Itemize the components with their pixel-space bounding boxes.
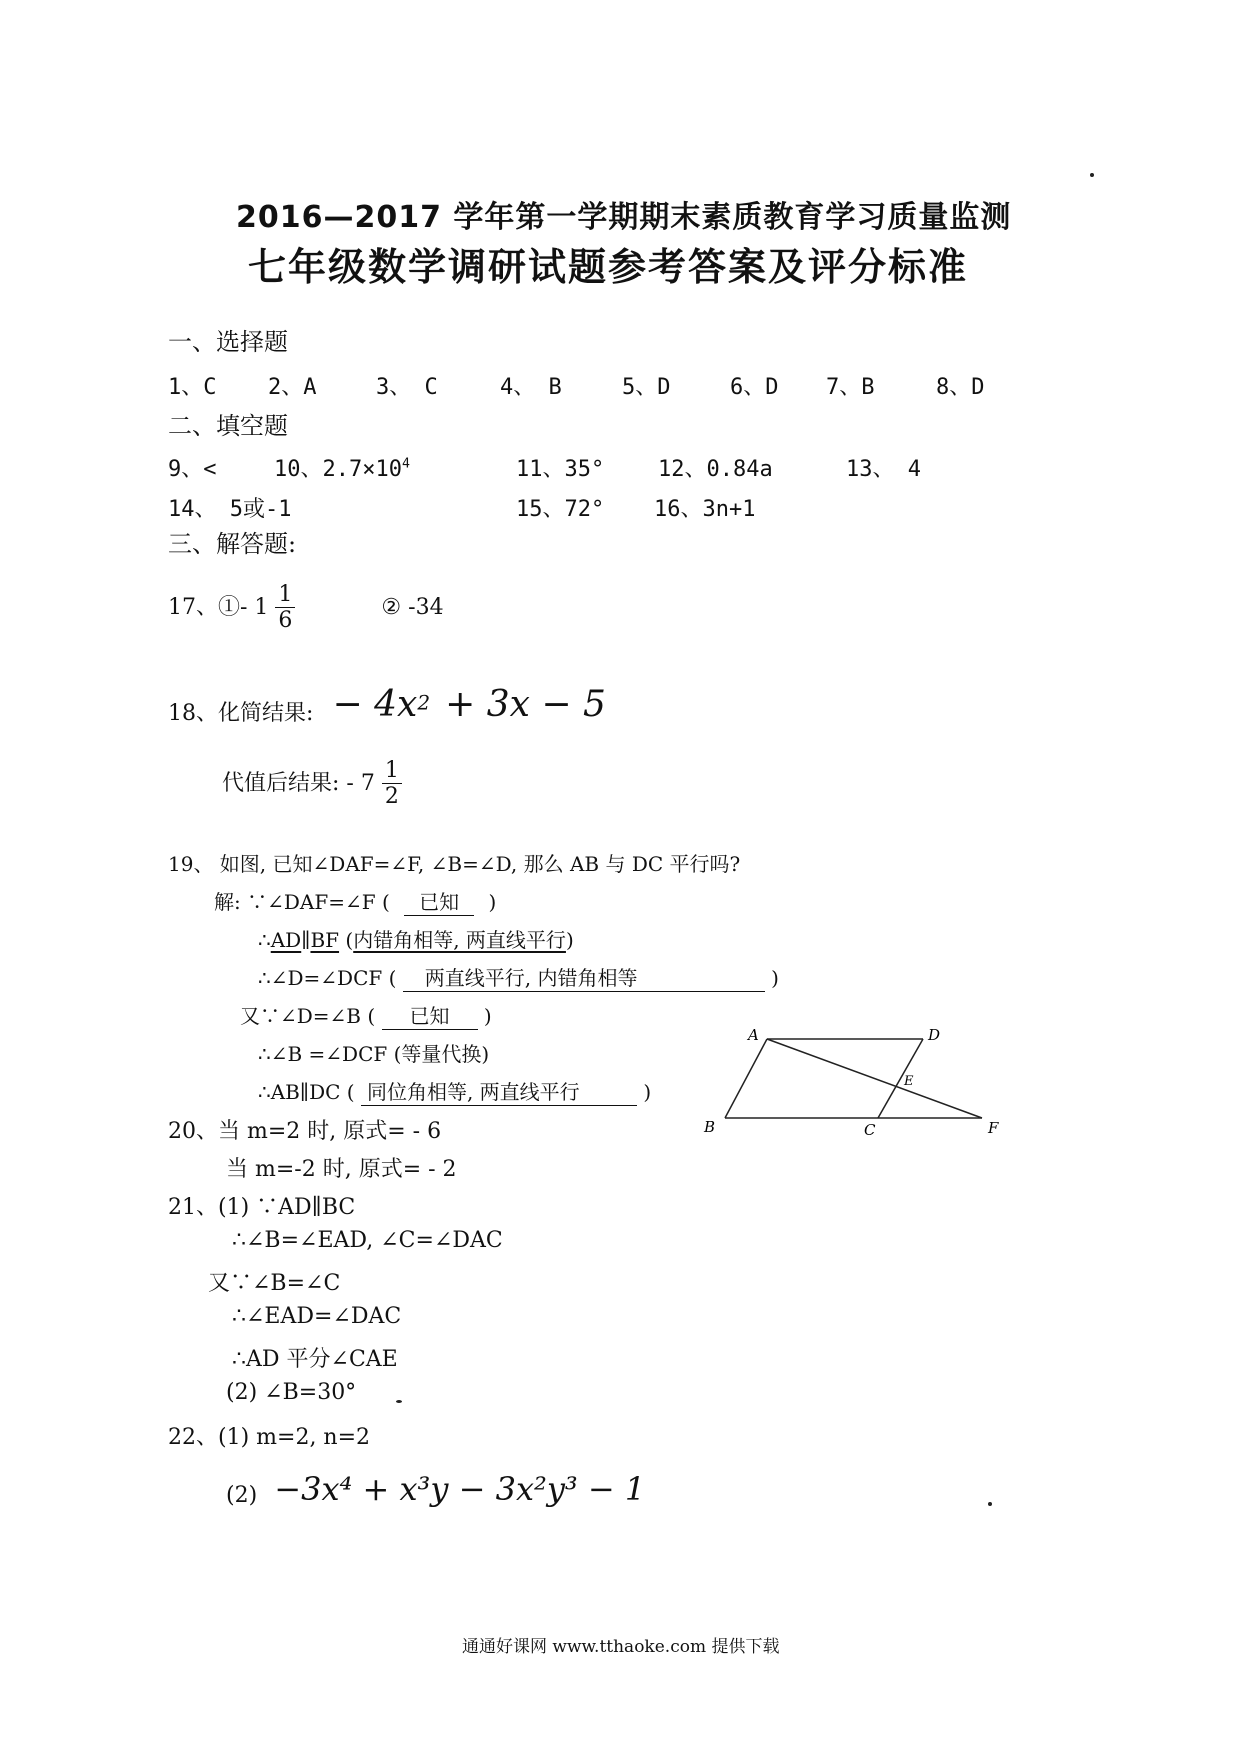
point-label-E: E: [904, 1074, 914, 1089]
choice-answer-1: 1、C: [168, 375, 217, 400]
proof-blank: 已知: [404, 886, 474, 916]
proof-text: 解: ∵∠DAF=∠F (: [214, 890, 390, 914]
answer-20-line1: 20、当 m=2 时, 原式= - 6: [168, 1119, 442, 1144]
point-label-A: A: [748, 1026, 759, 1044]
proof-21-line5: ∴AD 平分∠CAE: [232, 1347, 398, 1372]
choice-answer-4: 4、 B: [500, 375, 562, 400]
section3-heading: 三、解答题:: [168, 530, 297, 558]
proof-21-line3: 又∵∠B=∠C: [208, 1271, 341, 1296]
fill-answer-15: 15、72°: [516, 497, 605, 522]
answer-17-fraction: [275, 582, 295, 634]
answer-17-part2: ② -34: [381, 594, 444, 620]
choice-answer-8: 8、D: [936, 375, 985, 400]
proof-text: ∴AB∥DC (: [258, 1080, 355, 1104]
point-label-B: B: [704, 1118, 716, 1136]
exam-title-line2: 七年级数学调研试题参考答案及评分标准: [248, 245, 969, 289]
segment-DC: [878, 1039, 923, 1118]
answer-18-simplified: [168, 684, 606, 727]
answer-17-part1-label: 17、①- 1: [168, 594, 269, 620]
fill-answer-10-base: 10、2.7×10: [274, 457, 402, 482]
answer-18-evaluated: [222, 758, 402, 810]
answer-21-part2: (2) ∠B=30°: [226, 1380, 357, 1405]
answer-22-expression: −3x⁴ + x³y − 3x²y³ − 1: [274, 1470, 646, 1508]
proof-blank: 两直线平行, 内错角相等: [403, 962, 765, 992]
answer-18-expr-part2: + 3x − 5: [445, 684, 606, 725]
section1-heading: 一、选择题: [168, 328, 288, 356]
proof-text: ): [483, 1004, 492, 1028]
fill-answer-12: 12、0.84a: [658, 457, 773, 482]
proof-19-line4: [240, 1000, 492, 1030]
answer-18-label: 18、化简结果:: [168, 701, 314, 726]
fraction-numerator: 1: [275, 582, 295, 608]
segment-AF: [767, 1039, 982, 1118]
proof-19-line1: [214, 886, 496, 916]
parallelogram-figure: [700, 1020, 1020, 1140]
answer-22-part2-label: (2): [226, 1483, 258, 1508]
point-label-D: D: [928, 1026, 941, 1044]
proof-text: ): [488, 890, 497, 914]
fill-answer-13: 13、 4: [846, 457, 921, 482]
fraction-denominator: 6: [278, 608, 293, 634]
proof-text: ): [565, 928, 574, 952]
proof-text: ∴∠D=∠DCF (: [258, 966, 397, 990]
proof-19-line3: [258, 962, 779, 992]
fill-answer-9: 9、<: [168, 457, 217, 482]
proof-blank: BF: [310, 928, 340, 952]
download-footer: 通通好课网 www.tthaoke.com 提供下载: [462, 1637, 780, 1657]
answer-20-line2: 当 m=-2 时, 原式= - 2: [226, 1157, 457, 1182]
proof-text: ∴: [258, 928, 271, 952]
choice-answer-6: 6、D: [730, 375, 779, 400]
fill-answer-10-exponent: 4: [401, 456, 410, 472]
answer-18-expr-part1: − 4x: [332, 684, 418, 725]
fraction-numerator: 1: [382, 758, 402, 784]
point-label-C: C: [864, 1121, 876, 1139]
question-19: 19、 如图, 已知∠DAF=∠F, ∠B=∠D, 那么 AB 与 DC 平行吗?: [168, 852, 741, 876]
proof-19-line2: [258, 924, 574, 953]
fill-answer-11: 11、35°: [516, 457, 605, 482]
answer-22-part1: 22、(1) m=2, n=2: [168, 1425, 371, 1450]
section2-heading: 二、填空题: [168, 412, 288, 440]
answer-18-fraction: [382, 758, 402, 810]
answer-18-evaluated-label: 代值后结果: - 7: [222, 770, 375, 796]
proof-blank: 同位角相等, 两直线平行: [361, 1076, 637, 1106]
proof-21-line1: 21、(1) ∵AD∥BC: [168, 1195, 356, 1220]
proof-blank: 已知: [382, 1000, 478, 1030]
choice-answer-5: 5、D: [622, 375, 671, 400]
proof-text: ): [771, 966, 779, 990]
proof-text: (: [345, 928, 354, 952]
answer-22-part2: [226, 1470, 645, 1508]
scan-speck: [1090, 173, 1094, 177]
choice-answer-3: 3、 C: [376, 375, 438, 400]
exam-title-line1: 2016—2017 学年第一学期期末素质教育学习质量监测: [236, 200, 1012, 235]
proof-21-line2: ∴∠B=∠EAD, ∠C=∠DAC: [232, 1228, 503, 1253]
point-label-F: F: [988, 1119, 999, 1137]
proof-21-line4: ∴∠EAD=∠DAC: [232, 1304, 402, 1329]
proof-blank: AD: [270, 928, 302, 952]
choice-answer-7: 7、B: [826, 375, 875, 400]
scan-speck: [396, 1400, 402, 1403]
proof-text: 又∵∠D=∠B (: [240, 1004, 376, 1028]
fill-answer-10: [274, 452, 410, 483]
answer-18-exponent: 2: [417, 690, 431, 715]
fraction-denominator: 2: [384, 784, 399, 810]
proof-19-line5: ∴∠B =∠DCF (等量代换): [258, 1042, 490, 1066]
segment-AB: [725, 1039, 767, 1118]
scan-speck: [988, 1502, 992, 1506]
proof-blank: 内错角相等, 两直线平行: [353, 928, 566, 952]
answer-17: [168, 582, 444, 634]
proof-19-line6: [258, 1076, 651, 1106]
fill-answer-14: 14、 5或-1: [168, 497, 292, 522]
fill-answer-16: 16、3n+1: [654, 497, 756, 522]
proof-text: ∥: [301, 928, 311, 952]
choice-answer-2: 2、A: [268, 375, 317, 400]
proof-text: ): [643, 1080, 652, 1104]
